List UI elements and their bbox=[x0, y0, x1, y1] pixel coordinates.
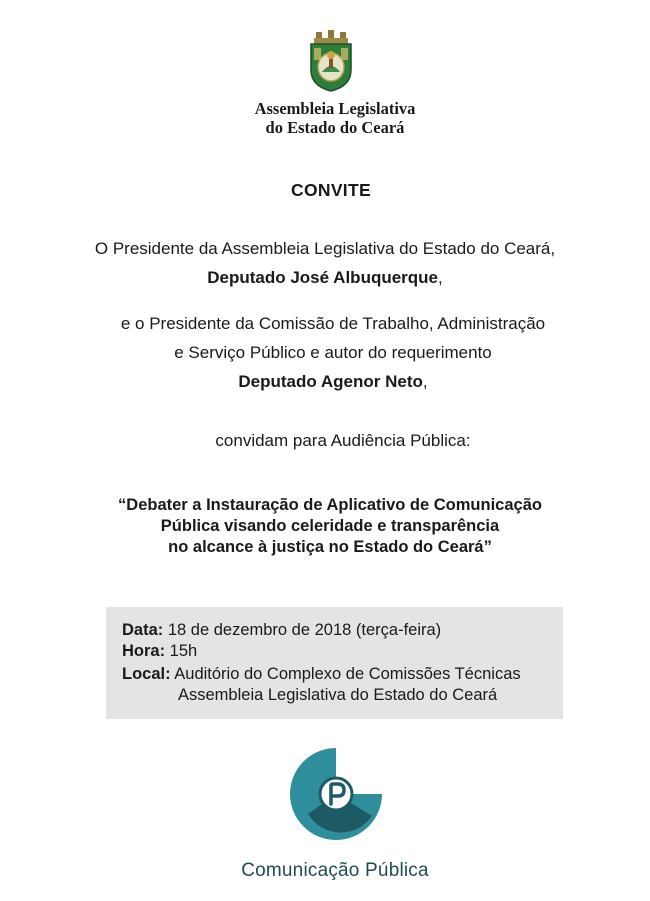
hearing-theme bbox=[0, 495, 650, 558]
theme-line3: no alcance à justiça no Estado do Ceará” bbox=[168, 538, 492, 556]
deputy-name-1: Deputado José Albuquerque bbox=[207, 268, 439, 287]
intro-paragraph-3: convidam para Audiência Pública: bbox=[215, 431, 471, 450]
intro-paragraph-2 bbox=[8, 309, 650, 396]
date-value: 18 de dezembro de 2018 (terça-feira) bbox=[163, 621, 442, 639]
intro-name1-line bbox=[0, 263, 650, 292]
comunicacao-publica-logo-icon bbox=[286, 744, 386, 844]
theme-line1: “Debater a Instauração de Aplicativo de Comunicação bbox=[118, 496, 542, 514]
date-label: Data: bbox=[122, 621, 164, 639]
date-row bbox=[122, 620, 441, 641]
org-name-line2: do Estado do Ceará bbox=[265, 118, 405, 137]
intro-name2-line bbox=[8, 367, 650, 396]
time-label: Hora: bbox=[122, 642, 166, 660]
time-row bbox=[122, 641, 197, 662]
place-label: Local: bbox=[122, 665, 171, 683]
place-value: Auditório do Complexo de Comissões Técnicas bbox=[170, 665, 521, 683]
event-details-box bbox=[106, 607, 563, 719]
org-name-line1: Assembleia Legislativa bbox=[254, 99, 416, 118]
intro-line1: O Presidente da Assembleia Legislativa do Estado do Ceará, bbox=[94, 239, 556, 258]
theme-line2: Pública visando celeridade e transparência bbox=[160, 517, 500, 535]
place-row bbox=[122, 664, 521, 685]
place-value-line2: Assembleia Legislativa do Estado do Ceará bbox=[178, 686, 498, 704]
invitation-title: CONVITE bbox=[291, 180, 371, 200]
time-value: 15h bbox=[165, 642, 198, 660]
deputy-name-1-suffix: , bbox=[438, 268, 443, 287]
comunicacao-publica-wordmark: Comunicação Pública bbox=[241, 860, 429, 881]
ceara-coat-of-arms-icon bbox=[308, 30, 354, 92]
deputy-name-2-suffix: , bbox=[422, 372, 428, 391]
intro-paragraph-1 bbox=[0, 234, 650, 292]
organization-name bbox=[0, 99, 650, 137]
intro-line3: e Serviço Público e autor do requerimento bbox=[174, 343, 492, 362]
intro-line2: e o Presidente da Comissão de Trabalho, Administração bbox=[120, 314, 546, 333]
deputy-name-2: Deputado Agenor Neto bbox=[238, 372, 423, 391]
